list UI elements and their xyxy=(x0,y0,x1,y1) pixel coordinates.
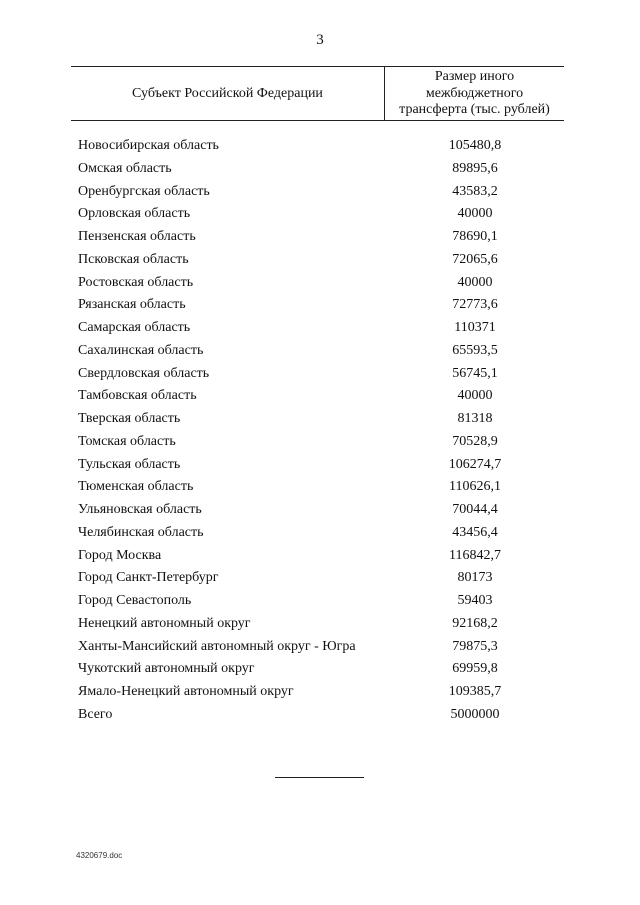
table-row xyxy=(0,682,640,705)
region-name: Новосибирская область xyxy=(78,138,219,153)
transfer-amount: 72065,6 xyxy=(452,251,498,267)
region-name: Ханты-Мансийский автономный округ - Югра xyxy=(78,638,356,654)
transfer-amount: 43583,2 xyxy=(452,183,498,199)
transfer-amount: 116842,7 xyxy=(449,547,501,563)
region-name: Тамбовская область xyxy=(78,388,197,404)
region-name: Город Севастополь xyxy=(78,593,192,608)
transfer-amount: 110626,1 xyxy=(449,479,501,495)
region-name: Ульяновская область xyxy=(78,502,202,517)
transfer-amount: 5000000 xyxy=(450,706,500,722)
table-row xyxy=(0,386,640,409)
region-name: Псковская область xyxy=(78,251,189,267)
table-row xyxy=(0,295,640,318)
table-row xyxy=(0,159,640,182)
region-name: Сахалинская область xyxy=(78,342,204,358)
region-name: Томская область xyxy=(78,433,176,449)
table-row xyxy=(0,500,640,523)
transfer-amount: 109385,7 xyxy=(448,684,502,699)
transfer-amount: 65593,5 xyxy=(452,342,498,358)
region-name: Омская область xyxy=(78,160,172,176)
transfer-amount: 78690,1 xyxy=(452,229,498,244)
table-row xyxy=(0,477,640,500)
region-name: Рязанская область xyxy=(78,297,186,313)
transfer-amount: 40000 xyxy=(457,274,493,290)
table-row xyxy=(0,136,640,159)
table-row xyxy=(0,318,640,341)
transfer-amount: 92168,2 xyxy=(452,615,498,631)
table-row xyxy=(0,637,640,660)
transfer-amount: 105480,8 xyxy=(448,138,502,153)
column-header-amount-line: трансферта (тыс. рублей) xyxy=(399,102,550,117)
table-row xyxy=(0,659,640,682)
region-name: Пензенская область xyxy=(78,229,196,244)
transfer-amount: 43456,4 xyxy=(452,524,498,540)
end-of-table-rule xyxy=(275,777,364,778)
table-row xyxy=(0,614,640,637)
transfer-amount: 70528,9 xyxy=(452,433,498,449)
table-row xyxy=(0,523,640,546)
table-body xyxy=(0,136,640,728)
region-name: Ямало-Ненецкий автономный округ xyxy=(78,684,294,699)
region-name: Чукотский автономный округ xyxy=(78,661,255,677)
table-row xyxy=(0,204,640,227)
transfer-amount: 72773,6 xyxy=(452,297,498,313)
table-row xyxy=(0,273,640,296)
column-header-amount xyxy=(385,69,564,119)
table-row xyxy=(0,250,640,273)
table-row xyxy=(0,705,640,728)
transfer-amount: 89895,6 xyxy=(452,160,498,176)
table-row xyxy=(0,546,640,569)
page-number: 3 xyxy=(316,32,324,48)
table-row xyxy=(0,568,640,591)
region-name: Город Санкт-Петербург xyxy=(78,570,219,586)
table-row xyxy=(0,591,640,614)
transfer-amount: 69959,8 xyxy=(452,661,498,677)
column-header-amount-line: Размер иного xyxy=(434,69,515,84)
transfer-amount: 40000 xyxy=(457,388,493,404)
transfer-amount: 79875,3 xyxy=(452,638,498,654)
table-row xyxy=(0,364,640,387)
region-name: Оренбургская область xyxy=(78,183,210,199)
region-name: Ненецкий автономный округ xyxy=(78,615,251,631)
transfer-amount: 110371 xyxy=(454,320,496,335)
table-row xyxy=(0,341,640,364)
column-header-amount-line: межбюджетного xyxy=(425,85,524,101)
transfer-amount: 56745,1 xyxy=(452,365,498,381)
region-name: Орловская область xyxy=(78,206,191,222)
region-name: Челябинская область xyxy=(78,524,204,540)
table-row xyxy=(0,227,640,250)
table-row xyxy=(0,409,640,432)
transfer-amount: 80173 xyxy=(457,570,493,586)
transfer-amount: 40000 xyxy=(457,206,493,222)
region-name: Ростовская область xyxy=(78,274,194,290)
table-row xyxy=(0,432,640,455)
region-name: Свердловская область xyxy=(78,365,210,381)
region-name: Самарская область xyxy=(78,320,191,335)
transfer-amount: 59403 xyxy=(457,593,493,608)
table-row xyxy=(0,182,640,205)
region-name: Тверская область xyxy=(78,411,181,426)
document-id: 4320679.doc xyxy=(76,851,123,860)
transfer-amount: 106274,7 xyxy=(448,456,502,472)
region-name: Город Москва xyxy=(78,547,162,563)
region-name: Тульская область xyxy=(78,456,181,472)
region-name: Тюменская область xyxy=(78,479,194,495)
transfer-amount: 70044,4 xyxy=(452,502,498,517)
transfer-amount: 81318 xyxy=(457,411,493,426)
table-row xyxy=(0,455,640,478)
region-name: Всего xyxy=(78,706,113,722)
column-header-region: Субъект Российской Федерации xyxy=(132,86,323,101)
table-header xyxy=(71,66,564,121)
